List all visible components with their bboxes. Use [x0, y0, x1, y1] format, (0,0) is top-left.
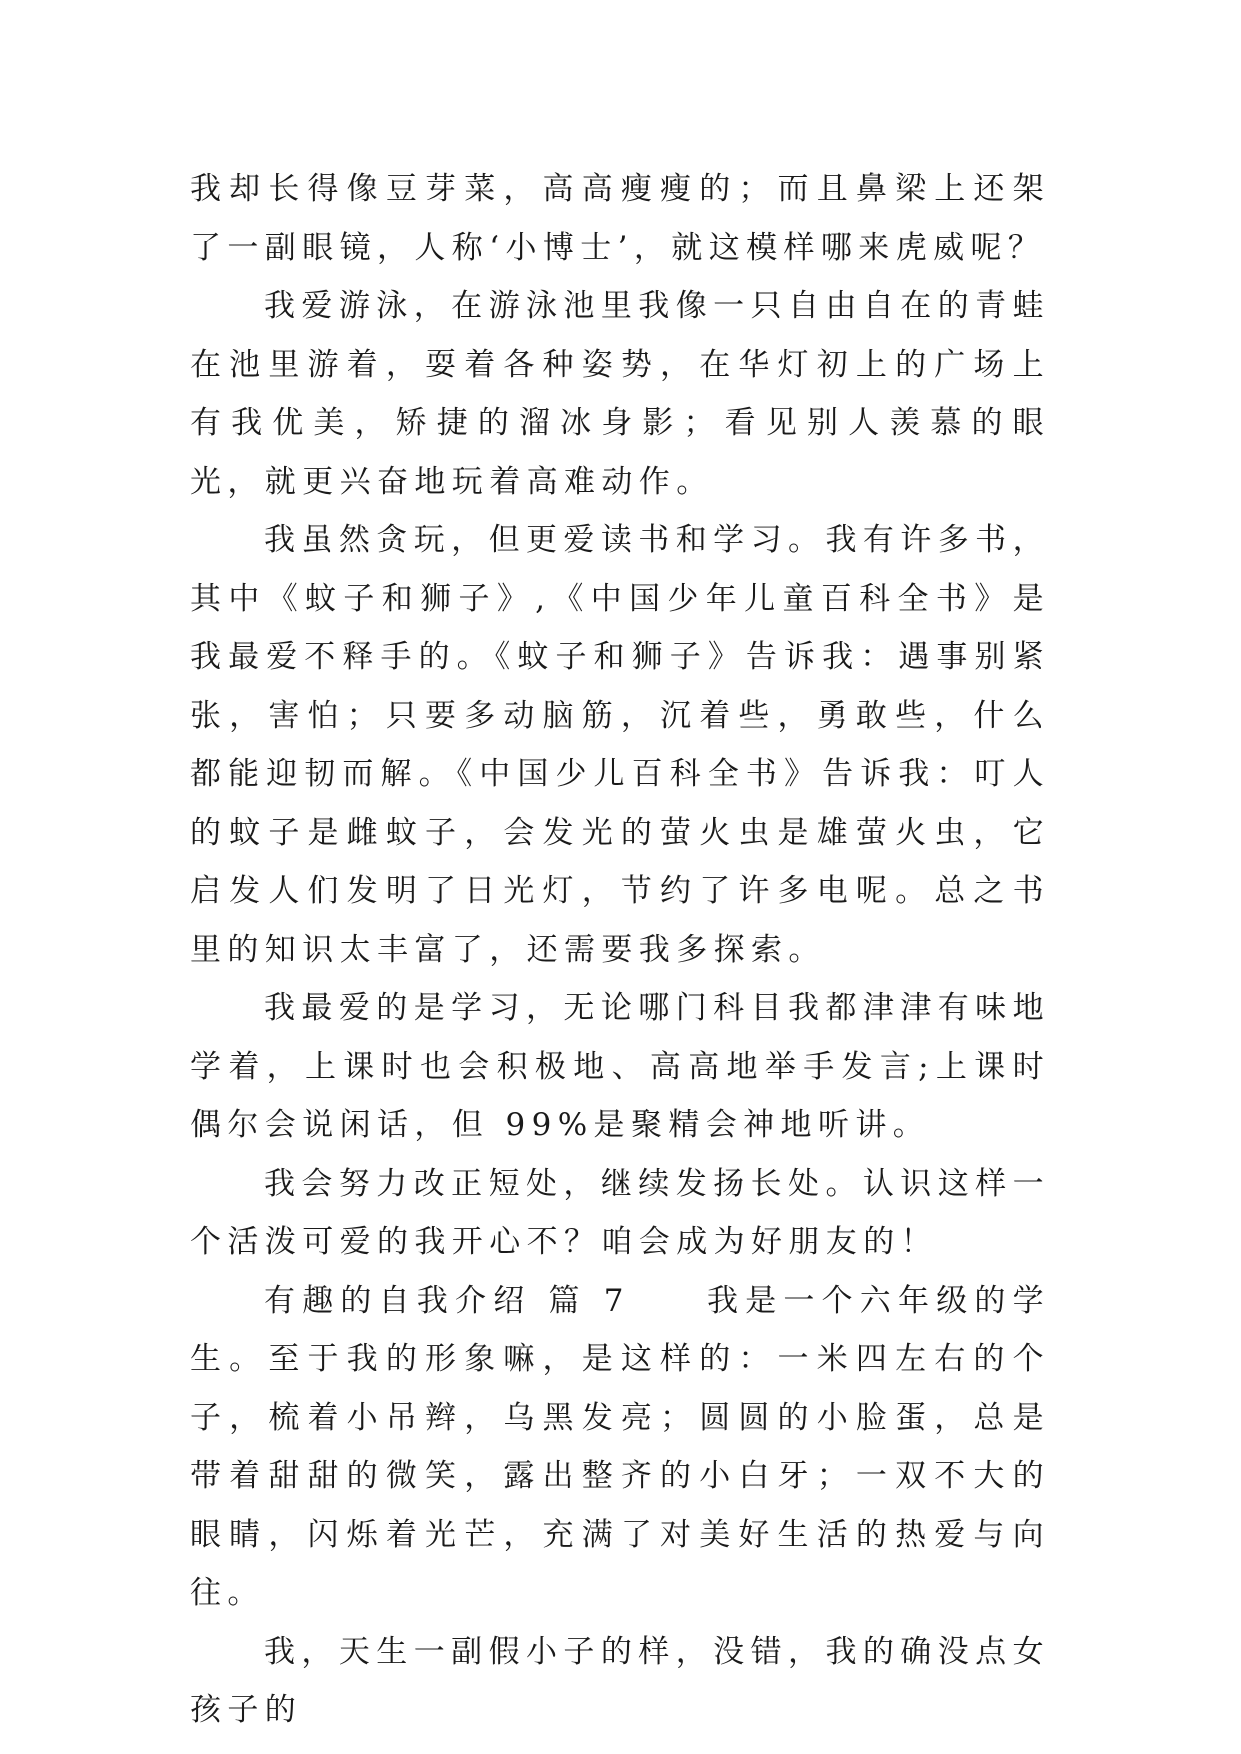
paragraph-1: 我却长得像豆芽菜，高高瘦瘦的；而且鼻梁上还架了一副眼镜，人称‘小博士’，就这模样哪来虎威呢？ [190, 171, 1050, 266]
paragraph-3: 我虽然贪玩，但更爱读书和学习。我有许多书，其中《蚊子和狮子》,《中国少年儿童百科全书》是我最爱不释手的。《蚊子和狮子》告诉我：遇事别紧张，害怕；只要多动脑筋，沉着些，勇敢些，什么都能迎韧而解。《中国少儿百科全书》告诉我：叮人的蚊子是雌蚊子，会发光的萤火虫是雄萤火虫，它启发人们发明了日光灯，节约了许多电呢。总之书里的知识太丰富了，还需要我多探索。 [190, 522, 1050, 968]
document-body [190, 160, 1050, 1740]
paragraph-6: 有趣的自我介绍 篇 7 我是一个六年级的学生。至于我的形象嘛，是这样的：一米四左右的个子，梳着小吊辫，乌黑发亮；圆圆的小脸蛋，总是带着甜甜的微笑，露出整齐的小白牙；一双不大的眼睛，闪烁着光芒，充满了对美好生活的热爱与向往。 [190, 1282, 1050, 1611]
paragraph-7: 我，天生一副假小子的样，没错，我的确没点女孩子的 [190, 1633, 1050, 1728]
paragraph-5: 我会努力改正短处，继续发扬长处。认识这样一个活泼可爱的我开心不？咱会成为好朋友的！ [190, 1165, 1050, 1260]
paragraph-4: 我最爱的是学习，无论哪门科目我都津津有味地学着，上课时也会积极地、高高地举手发言;上课时偶尔会说闲话，但 99%是聚精会神地听讲。 [190, 990, 1050, 1143]
paragraph-2: 我爱游泳，在游泳池里我像一只自由自在的青蛙在池里游着，耍着各种姿势，在华灯初上的广场上有我优美，矫捷的溜冰身影；看见别人羡慕的眼光，就更兴奋地玩着高难动作。 [190, 288, 1050, 500]
